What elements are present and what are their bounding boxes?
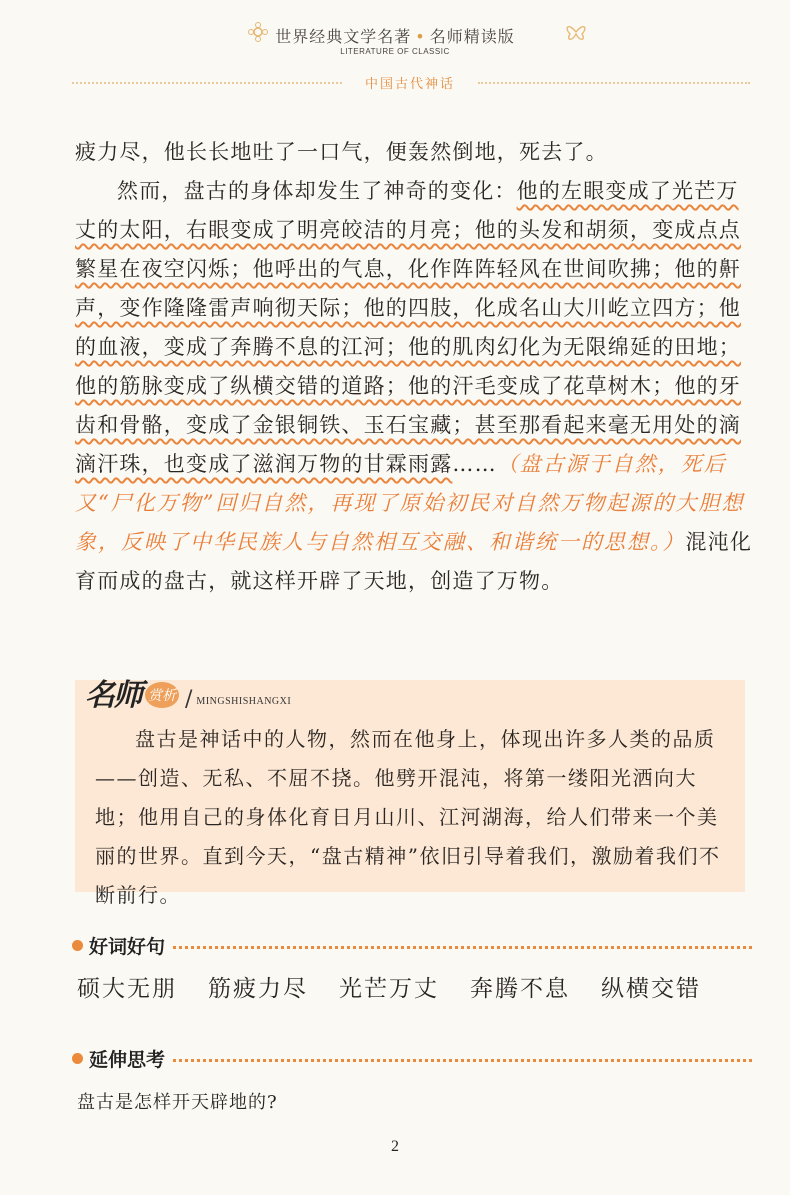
good-words-title: 好词好句 — [89, 935, 166, 958]
dotted-rule — [173, 946, 752, 949]
body-text — [75, 133, 755, 601]
bullet-icon — [72, 1053, 83, 1064]
header-divider-right — [478, 82, 750, 84]
paragraph-lead: 然而，盘古的身体却发生了神奇的变化： — [117, 179, 517, 203]
series-english-title: LITERATURE OF CLASSIC — [340, 47, 450, 56]
appreciation-text — [95, 720, 735, 915]
appreciation-slash: / — [185, 687, 193, 712]
extend-header — [72, 1043, 752, 1073]
series-edition: 名师精读版 — [429, 27, 515, 46]
title-dot: • — [415, 27, 426, 46]
page-header — [0, 0, 790, 100]
good-word: 硕大无朋 — [77, 976, 177, 1002]
highlighted-passage: 他的左眼变成了光芒万丈的太阳，右眼变成了明亮皎洁的月亮；他的头发和胡须，变成点点繁星在夜空闪烁；他呼出的气息，化作阵阵轻风在世间吹拂；他的鼾声，变作隆隆雷声响彻天际；他的四肢，化成名山大川屹立四方；他的血液，变成了奔腾不息的江河；他的肌肉幻化为无限绵延的田地；他的筋脉变成了纵横交错的道路；他的汗毛变成了花草树木；他的牙齿和骨骼，变成了金银铜铁、玉石宝藏；甚至那看起来毫无用处的滴滴汗珠，也变成了滋润万物的甘霖雨露 — [75, 179, 741, 476]
bullet-icon — [72, 940, 83, 951]
extend-title: 延伸思考 — [89, 1048, 166, 1071]
appreciation-title-english: MINGSHISHANGXI — [196, 696, 292, 707]
dotted-rule — [173, 1059, 752, 1062]
annotation-note: （盘古源于自然，死后又“尸化万物”回归自然，再现了原始初民对自然万物起源的大胆想象，反映了中华民族人与自然相互交融、和谐统一的思想。） — [75, 452, 745, 554]
paragraph-continued: 疲力尽，他长长地吐了一口气，便轰然倒地，死去了。 — [75, 140, 608, 164]
header-divider-left — [72, 82, 342, 84]
appreciation-title-main: 名师 — [85, 678, 141, 713]
butterfly-icon — [562, 18, 590, 46]
series-title-text: 世界经典文学名著 — [275, 27, 412, 46]
series-title — [0, 24, 790, 47]
appreciation-title-badge: 赏析 — [145, 682, 179, 708]
good-word: 光芒万丈 — [339, 976, 439, 1002]
appreciation-paragraph: 盘古是神话中的人物，然而在他身上，体现出许多人类的品质——创造、无私、不屈不挠。他劈开混沌，将第一缕阳光洒向大地；他用自己的身体化育日月山川、江河湖海，给人们带来一个美丽的世界。直到今天，“盘古精神”依旧引导着我们，激励着我们不断前行。 — [95, 727, 721, 907]
section-name: 中国古代神话 — [364, 77, 455, 92]
page-number: 2 — [391, 1138, 399, 1155]
paragraph-transformation — [75, 172, 755, 601]
paragraph-ending: 混沌化育而成的盘古，就这样开辟了天地，创造了万物。 — [75, 530, 753, 593]
good-word: 奔腾不息 — [470, 976, 570, 1002]
extend-question: 盘古是怎样开天辟地的? — [77, 1092, 278, 1113]
appreciation-title — [85, 670, 291, 714]
good-word: 纵横交错 — [601, 976, 701, 1002]
good-words-header — [72, 930, 752, 960]
good-word: 筋疲力尽 — [208, 976, 308, 1002]
good-words-list — [77, 970, 757, 1003]
ellipsis: …… — [452, 452, 497, 476]
